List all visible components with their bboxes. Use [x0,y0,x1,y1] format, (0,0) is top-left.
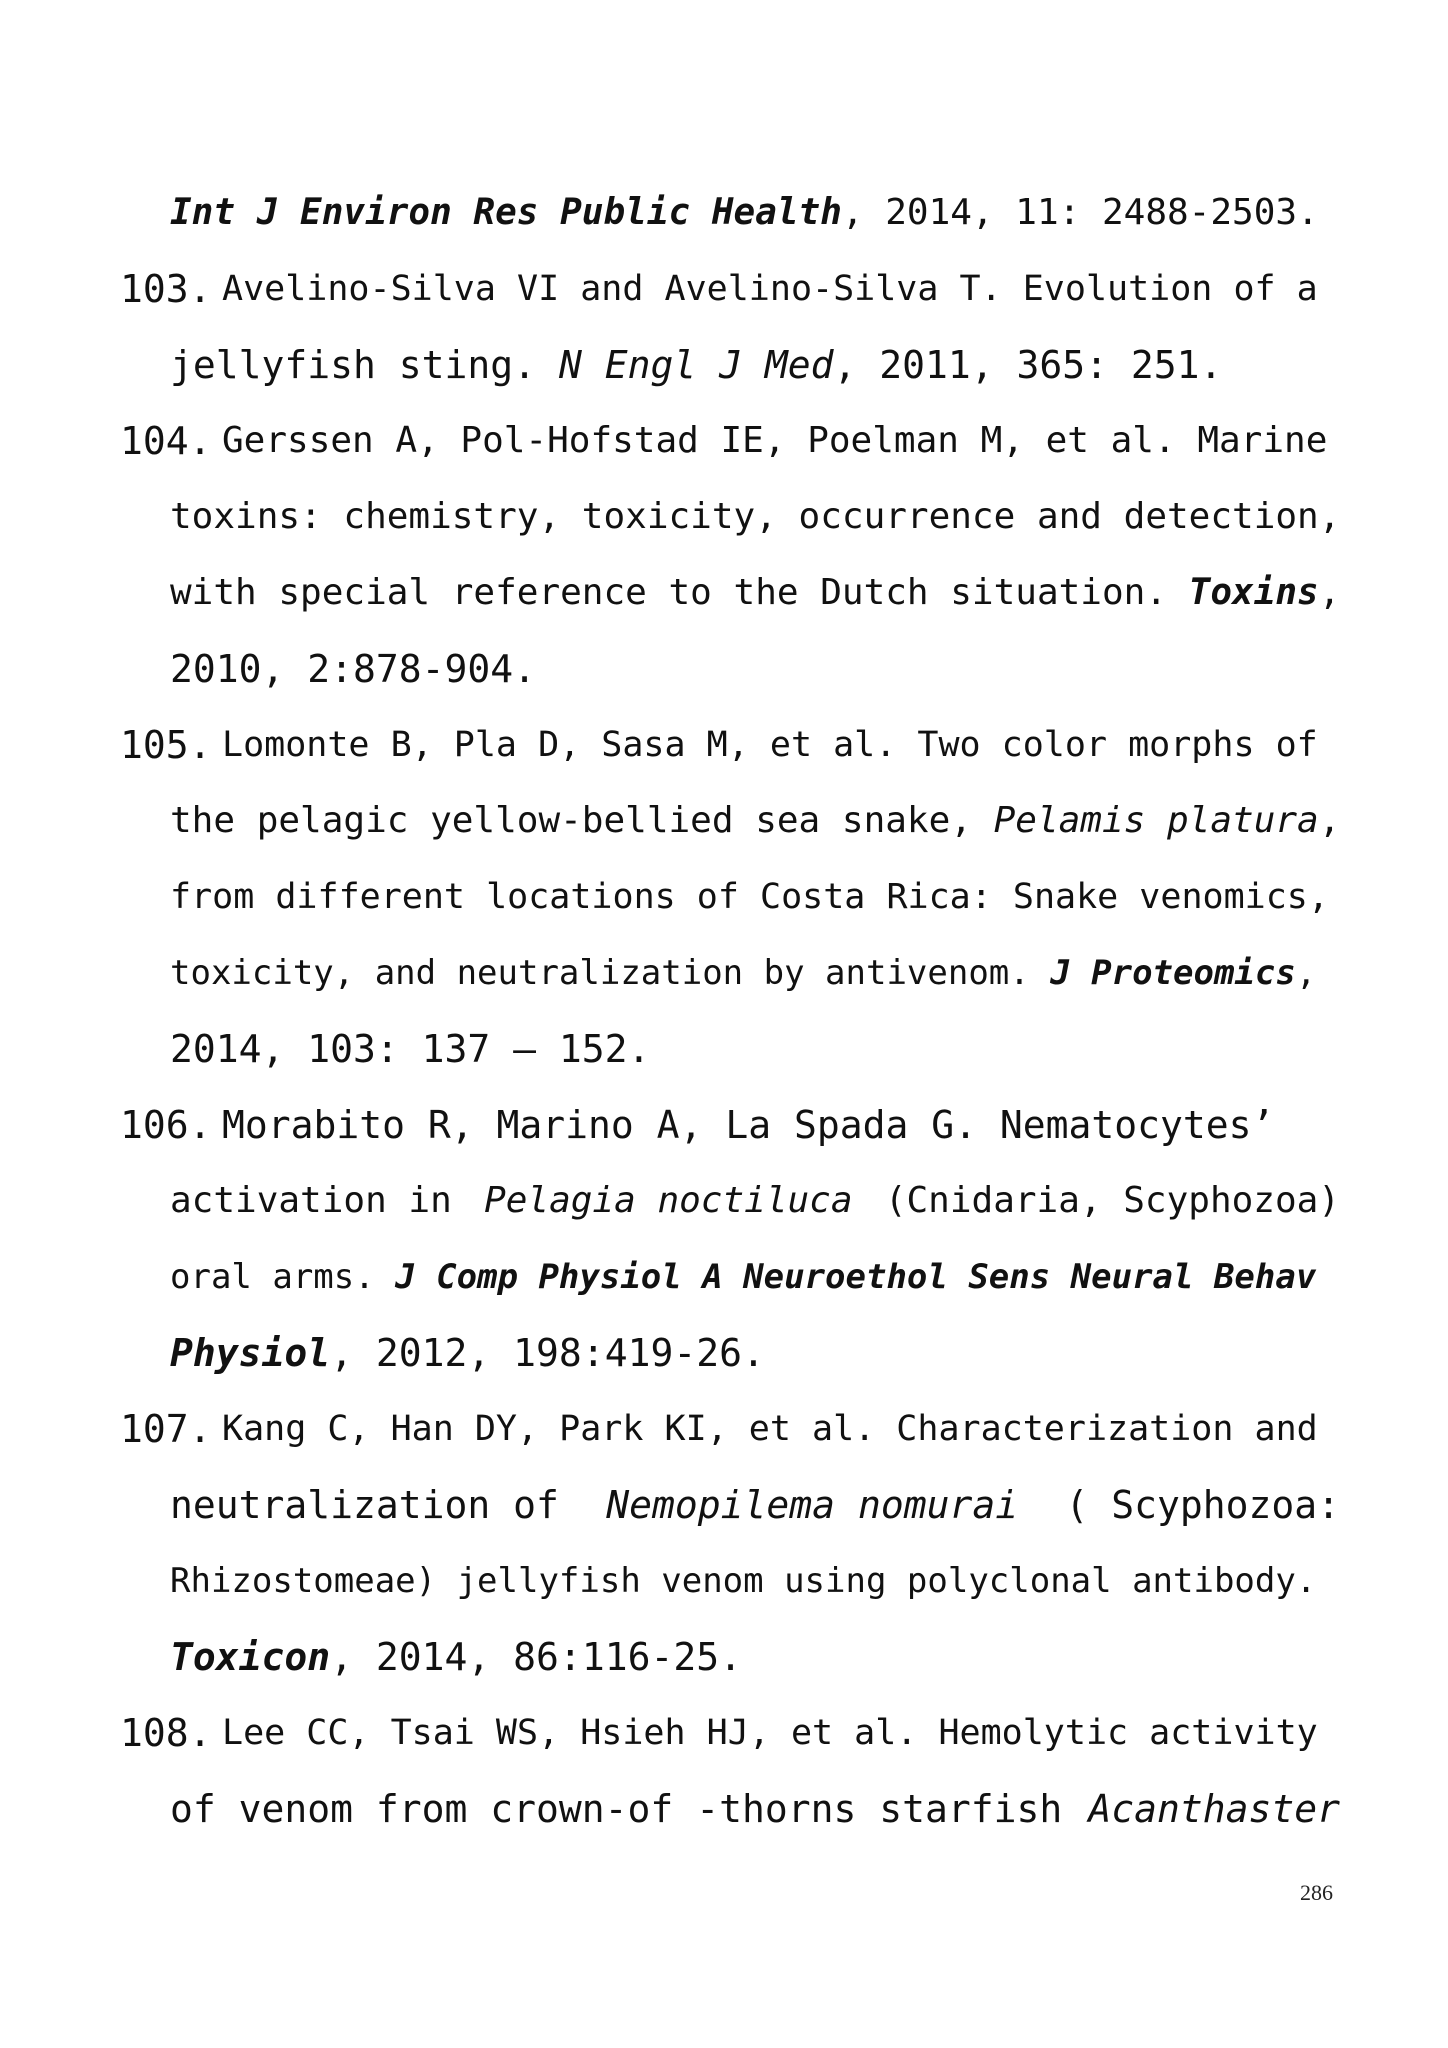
page-number: 286 [1300,1880,1333,1905]
reference-text-segment: , [1295,953,1317,993]
reference-line [0,1467,1448,1543]
reference-text-segment: , 2014, 86:116-25. [330,1635,742,1679]
journal-or-species-name: J Proteomics [1050,953,1296,993]
reference-text [170,631,536,707]
reference-text [222,1087,1340,1163]
reference-number: 106. [120,1103,212,1147]
journal-or-species-name: Nemopilema nomurai [606,1483,1019,1527]
reference-line [0,1619,1448,1695]
reference-text-segment: toxins: chemistry, toxicity, occurrence and detection, [170,496,1341,537]
reference-text [170,175,1319,251]
reference-line [0,1087,1448,1163]
reference-line [0,1391,1448,1467]
journal-or-species-name: Int J Environ Res Public Health [170,192,842,233]
reference-text-segment: Kang C, Han DY, Park KI, et al. Characterization and [222,1409,1318,1449]
reference-text-segment: the pelagic yellow-bellied sea snake, [170,800,994,841]
reference-text-segment: 2014, 103: 137 – 152. [170,1027,651,1071]
reference-line [0,631,1448,707]
reference-text [170,327,1222,403]
reference-text [170,479,1340,555]
reference-text [170,1163,1340,1239]
reference-text [170,1315,765,1391]
reference-text [170,1619,742,1695]
reference-line [0,327,1448,403]
reference-number: 103. [120,267,212,311]
reference-text [170,1771,1340,1847]
reference-number: 104. [120,419,212,463]
reference-text [222,251,1340,327]
reference-text-segment: , 2014, 11: 2488-2503. [841,192,1319,233]
reference-text-segment: (Cnidaria, Scyphozoa) [863,1180,1340,1221]
journal-or-species-name: N Engl J Med [558,343,834,387]
reference-text-segment: with special reference to the Dutch situation. [170,572,1189,613]
reference-line [0,555,1448,631]
reference-text-segment: 2010, 2:878-904. [170,647,537,691]
journal-or-species-name: Pelagia noctiluca [484,1180,853,1221]
reference-text-segment: jellyfish sting. [170,343,559,387]
reference-line [0,1163,1448,1239]
reference-text-segment: , [1318,572,1341,613]
reference-text [170,1543,1340,1619]
reference-line [0,935,1448,1011]
reference-text [222,1695,1340,1771]
reference-text [170,935,1316,1011]
reference-text-segment: Morabito R, Marino A, La Spada G. Nematocytes’ [222,1103,1275,1147]
reference-line [0,1771,1448,1847]
reference-line [0,783,1448,859]
reference-text [222,1391,1340,1467]
reference-text-segment: Rhizostomeae) jellyfish venom using polyclonal antibody. [170,1561,1317,1601]
reference-line [0,403,1448,479]
reference-line [0,1695,1448,1771]
reference-line [0,1011,1448,1087]
reference-text [170,1011,650,1087]
reference-number: 105. [120,723,212,767]
reference-text-segment: Lee CC, Tsai WS, Hsieh HJ, et al. Hemolytic activity [222,1713,1318,1753]
reference-line [0,1239,1448,1315]
reference-text [170,783,1340,859]
reference-text-segment: of venom from crown-of -thorns starfish [170,1787,1086,1831]
reference-text-segment: toxicity, and neutralization by antivenom. [170,953,1051,993]
journal-or-species-name: Physiol [170,1331,331,1375]
journal-or-species-name: Pelamis platura [993,800,1319,841]
reference-text [170,1239,1316,1315]
reference-line [0,479,1448,555]
reference-text-segment: , 2011, 365: 251. [833,343,1223,387]
reference-text-segment: activation in [170,1180,474,1221]
journal-or-species-name: Acanthaster [1088,1787,1340,1831]
reference-text-segment: Gerssen A, Pol-Hofstad IE, Poelman M, et al. Marine [222,420,1328,461]
reference-line [0,175,1448,251]
journal-or-species-name: Toxicon [170,1635,331,1679]
reference-line [0,707,1448,783]
reference-number: 108. [120,1711,212,1755]
reference-line [0,859,1448,935]
reference-text-segment: , 2012, 198:419-26. [330,1331,765,1375]
reference-text-segment: Avelino-Silva VI and Avelino-Silva T. Evolution of a [222,269,1318,309]
reference-text-segment: from different locations of Costa Rica: Snake venomics, [170,877,1329,917]
reference-number: 107. [120,1407,212,1451]
reference-text [170,1467,1340,1543]
reference-text-segment: Lomonte B, Pla D, Sasa M, et al. Two color morphs of [222,725,1318,765]
reference-text-segment: ( Scyphozoa: [1042,1483,1340,1527]
reference-text [170,555,1340,631]
reference-text-segment: oral arms. [170,1257,396,1297]
reference-text [222,707,1340,783]
reference-text [222,403,1340,479]
reference-text-segment: , [1318,800,1341,841]
reference-line [0,251,1448,327]
journal-or-species-name: J Comp Physiol A Neuroethol Sens Neural Behav [395,1257,1317,1297]
reference-line [0,1543,1448,1619]
reference-line [0,1315,1448,1391]
reference-text [170,859,1340,935]
reference-text-segment: neutralization of [170,1483,582,1527]
journal-or-species-name: Toxins [1188,572,1319,613]
